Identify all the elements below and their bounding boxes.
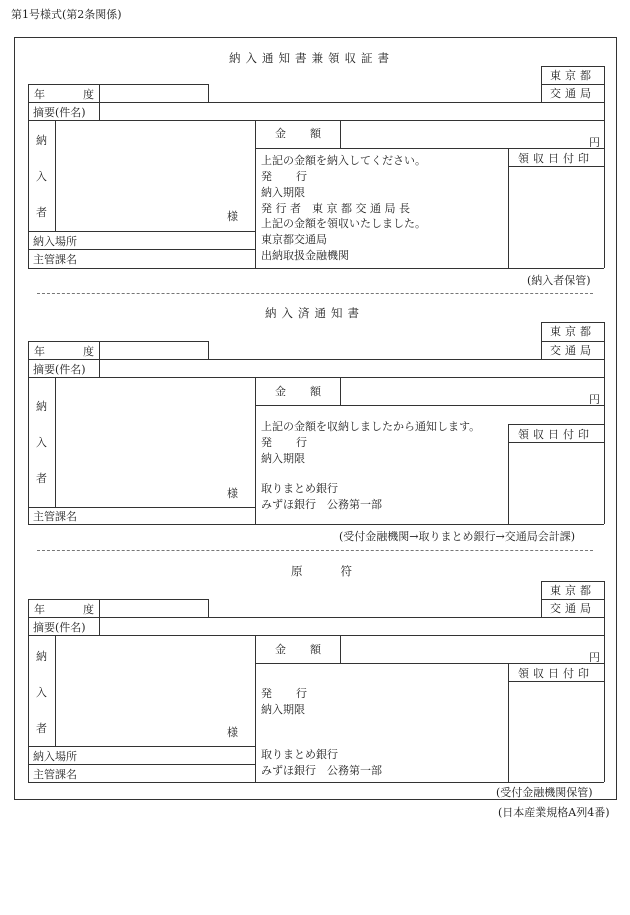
- year-label: 年: [34, 603, 45, 616]
- amount-label-1: 金: [275, 127, 286, 140]
- year-label: 年: [34, 88, 45, 101]
- mizuho-label: みずほ銀行 公務第一部: [261, 498, 382, 511]
- yen-label: 円: [589, 651, 600, 664]
- jis-label: (日本産業規格A列4番): [498, 806, 610, 819]
- pay-instruction: 上記の金額を納入してください。: [261, 154, 426, 167]
- place-label: 納入場所: [33, 750, 77, 763]
- hakko-label-2: 行: [296, 170, 307, 183]
- summary-label: 摘要(件名): [33, 106, 86, 119]
- section-title: 納入通知書兼領収証書: [229, 51, 394, 65]
- form-number: 第1号様式(第2条関係): [11, 8, 122, 21]
- notice-text: 上記の金額を収納しましたから通知します。: [261, 420, 481, 433]
- keeper-label: (受付金融機関保管): [496, 786, 593, 799]
- section-name-label: 主管課名: [33, 510, 77, 523]
- torimatome-label: 取りまとめ銀行: [261, 482, 338, 495]
- payer-char-2: 入: [36, 170, 47, 183]
- cut-line-2: [37, 550, 593, 551]
- section-title: 原 符: [291, 564, 357, 578]
- summary-label: 摘要(件名): [33, 363, 86, 376]
- cut-line-1: [37, 293, 593, 294]
- amount-label-1: 金: [275, 643, 286, 656]
- year-label: 年: [34, 345, 45, 358]
- payer-char-2: 入: [36, 436, 47, 449]
- issuer-label: 発 行 者 東 京 都 交 通 局 長: [261, 202, 410, 215]
- place-label: 納入場所: [33, 235, 77, 248]
- amount-label-2: 額: [310, 127, 321, 140]
- keeper-label: (納入者保管): [527, 274, 591, 287]
- summary-label: 摘要(件名): [33, 621, 86, 634]
- section-title: 納入済通知書: [265, 306, 364, 320]
- deadline-label: 納入期限: [261, 452, 305, 465]
- sama-label: 様: [227, 210, 238, 223]
- amount-label-2: 額: [310, 643, 321, 656]
- receipt-stamp-label: 領収日付印: [518, 428, 593, 441]
- hakko-label-2: 行: [296, 687, 307, 700]
- payer-char-1: 納: [36, 650, 47, 663]
- sama-label: 様: [227, 487, 238, 500]
- payer-char-3: 者: [36, 206, 47, 219]
- amount-label-2: 額: [310, 385, 321, 398]
- kotsu-label: 交通局: [550, 87, 595, 100]
- mizuho-label: みずほ銀行 公務第一部: [261, 764, 382, 777]
- hakko-label-1: 発: [261, 436, 272, 449]
- section-name-label: 主管課名: [33, 253, 77, 266]
- tokyo-label: 東京都: [550, 325, 595, 338]
- kotsu-label: 交通局: [550, 344, 595, 357]
- tokyo-label: 東京都: [550, 584, 595, 597]
- yen-label: 円: [589, 136, 600, 149]
- year-label-2: 度: [83, 603, 94, 616]
- receipt-stamp-label: 領収日付印: [518, 667, 593, 680]
- received-text: 上記の金額を領収いたしました。: [261, 217, 426, 230]
- hakko-label-1: 発: [261, 170, 272, 183]
- payer-char-2: 入: [36, 686, 47, 699]
- yen-label: 円: [589, 393, 600, 406]
- deadline-label: 納入期限: [261, 186, 305, 199]
- kotsu-label: 交通局: [550, 602, 595, 615]
- payer-char-3: 者: [36, 472, 47, 485]
- receipt-stamp-label: 領収日付印: [518, 152, 593, 165]
- payer-char-3: 者: [36, 722, 47, 735]
- tokyo-label: 東京都: [550, 69, 595, 82]
- route-label: (受付金融機関→取りまとめ銀行→交通局会計課): [339, 530, 576, 543]
- section-name-label: 主管課名: [33, 768, 77, 781]
- receipt-stamp-area: [509, 443, 604, 523]
- tokyo-kotsu-label: 東京都交通局: [261, 233, 327, 246]
- receipt-stamp-area: [509, 167, 604, 267]
- hakko-label-2: 行: [296, 436, 307, 449]
- deadline-label: 納入期限: [261, 703, 305, 716]
- amount-label-1: 金: [275, 385, 286, 398]
- torimatome-label: 取りまとめ銀行: [261, 748, 338, 761]
- hakko-label-1: 発: [261, 687, 272, 700]
- year-label-2: 度: [83, 88, 94, 101]
- year-label-2: 度: [83, 345, 94, 358]
- payer-char-1: 納: [36, 400, 47, 413]
- receipt-stamp-area: [509, 682, 604, 781]
- sama-label: 様: [227, 726, 238, 739]
- institution-label: 出納取扱金融機関: [261, 249, 349, 262]
- payer-char-1: 納: [36, 134, 47, 147]
